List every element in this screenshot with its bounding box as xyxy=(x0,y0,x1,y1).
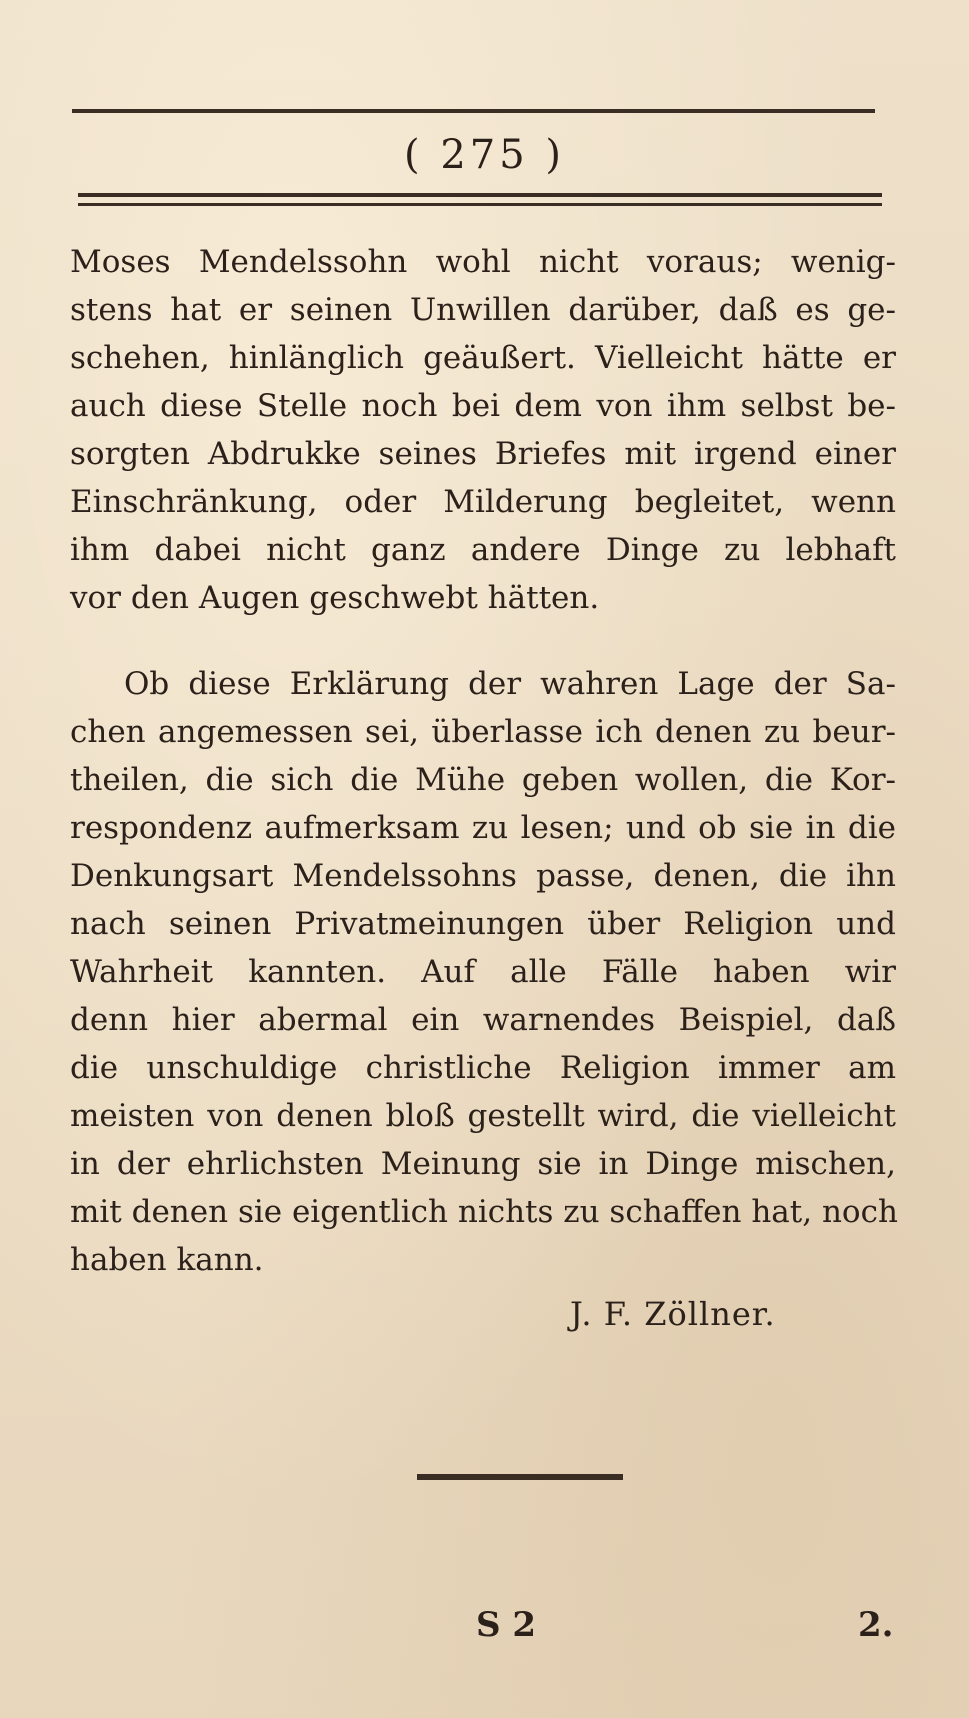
text-line: respondenz aufmerksam zu lesen; und ob sie in die xyxy=(70,810,896,846)
signature-mark: S 2 xyxy=(476,1605,537,1645)
text-line: vor den Augen geschwebt hätten. xyxy=(70,580,600,616)
paragraph-2 xyxy=(70,660,896,1284)
text-line: Denkungsart Mendelssohns passe, denen, die ihn xyxy=(70,858,896,894)
end-rule xyxy=(417,1474,623,1480)
text-line: mit denen sie eigentlich nichts zu schaffen hat, noch xyxy=(70,1194,898,1230)
text-line: auch diese Stelle noch bei dem von ihm selbst be- xyxy=(70,388,896,424)
author-signature: J. F. Zöllner. xyxy=(570,1295,776,1333)
text-line: nach seinen Privatmeinungen über Religion und xyxy=(70,906,896,942)
text-line: Ob diese Erklärung der wahren Lage der Sa- xyxy=(124,666,896,702)
text-line: die unschuldige christliche Religion immer am xyxy=(70,1050,896,1086)
header-rule-top xyxy=(72,109,875,113)
text-line: ihm dabei nicht ganz andere Dinge zu lebhaft xyxy=(70,532,896,568)
paragraph-1 xyxy=(70,238,896,622)
text-line: stens hat er seinen Unwillen darüber, daß es ge- xyxy=(70,292,896,328)
text-line: denn hier abermal ein warnendes Beispiel, daß xyxy=(70,1002,896,1038)
header-rule-bottom xyxy=(78,193,882,197)
text-line: theilen, die sich die Mühe geben wollen, die Kor- xyxy=(70,762,896,798)
catchword: 2. xyxy=(858,1605,894,1645)
text-line: Moses Mendelssohn wohl nicht voraus; wenig- xyxy=(70,244,896,280)
text-line: chen angemessen sei, überlasse ich denen zu beur- xyxy=(70,714,896,750)
text-line: in der ehrlichsten Meinung sie in Dinge mischen, xyxy=(70,1146,896,1182)
text-line: sorgten Abdrukke seines Briefes mit irgend einer xyxy=(70,436,896,472)
text-line: haben kann. xyxy=(70,1242,264,1278)
header-rule-bottom-thin xyxy=(78,203,882,206)
text-line: schehen, hinlänglich geäußert. Vielleicht hätte er xyxy=(70,340,896,376)
text-line: Wahrheit kannten. Auf alle Fälle haben wir xyxy=(70,954,896,990)
page-number: ( 275 ) xyxy=(404,132,565,178)
text-line: Einschränkung, oder Milderung begleitet, wenn xyxy=(70,484,896,520)
text-line: meisten von denen bloß gestellt wird, die vielleicht xyxy=(70,1098,896,1134)
